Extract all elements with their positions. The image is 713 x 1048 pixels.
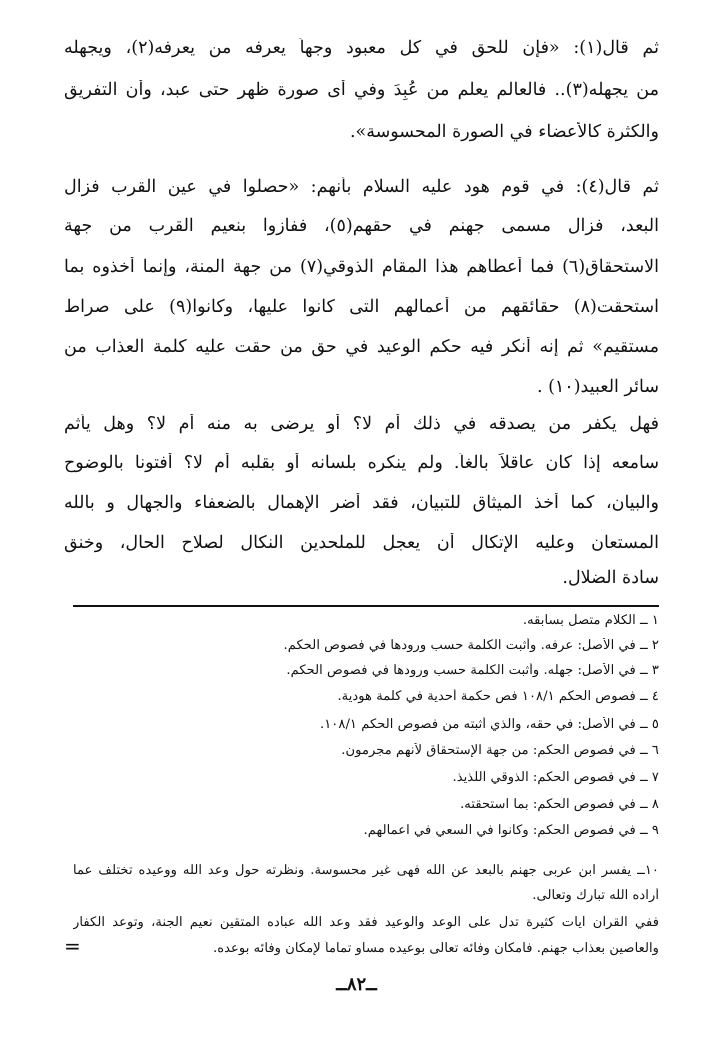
body-line: سامعه إذا كان عاقلاً بالغاً. ولم ينكره بلسانه أو بقلبه أم لا؟ أفتونا بالوضوح	[64, 453, 659, 473]
footnote: ٣ ــ في الأصل: جهله. وأثبت الكلمة حسب ورودها في فصوص الحكم.	[286, 663, 659, 678]
body-line: سادة الضلال.	[562, 568, 659, 588]
footnote-10-line: والعاصين بعذاب جهنم. فامكان وفائه تعالى بوعيده مساو تماماً لإمكان وفائه بوعده.	[213, 941, 659, 956]
body-line: والكثرة كالأعضاء في الصورة المحسوسة».	[349, 122, 659, 142]
continuation-mark: =	[64, 934, 81, 958]
page-number: ــ٨٢ــ	[336, 974, 377, 995]
body-line: مستقيم» ثم إنه أنكر فيه حكم الوعيد في حق من حقت عليه كلمة العذاب من	[64, 337, 659, 357]
footnote-separator	[73, 605, 659, 607]
body-line: سائر العبيد(١٠) .	[536, 377, 659, 397]
footnote-10-line: ففي القرآن آيات كثيرة تدل على الوعد والوعيد فقد وعد الله عباده المتقين نعيم الجنة، وتوعد الكفار	[73, 915, 659, 930]
body-line: ثم قال(١): «فإن للحق في كل معبود وجهاً يعرفه من يعرفه(٢)، ويجهله	[64, 38, 659, 58]
footnote: ٦ ــ في فصوص الحكم: من جهة الإستحقاق لأنهم مجرمون.	[341, 743, 659, 758]
body-line: ثم قال(٤): في قوم هود عليه السلام بأنهم: «حصلوا في عين القرب فزال	[64, 177, 659, 197]
body-line: من يجهله(٣).. فالعالم يعلم من عُبِدَ وفي أى صورة ظهر حتى عبد، وأن التفريق	[64, 80, 659, 100]
footnote: ٤ ــ فصوص الحكم ١٠٨/١ فص حكمة أحدية في كلمة هودية.	[337, 689, 659, 704]
footnote-10-line: ١٠ــ يفسر ابن عربى جهنم بالبعد عن الله فهى غير محسوسة. ونظرته حول وعد الله ووعيده تختلف عما	[73, 863, 659, 878]
body-line: والبيان، كما أخذ الميثاق للتبيان، فقد أضر الإهمال بالضعفاء والجهال و بالله	[64, 493, 659, 513]
body-line: استحقت(٨) حقائقهم من أعمالهم التى كانوا عليها، وكانوا(٩) على صراط	[64, 297, 659, 317]
footnote: ٩ ــ في فصوص الحكم: وكانوا في السعي في اعمالهم.	[363, 823, 659, 838]
footnote: ١ ــ الكلام متصل بسابقه.	[522, 613, 659, 628]
body-line: فهل يكفر من يصدقه في ذلك أم لا؟ أو يرضى به منه أم لا؟ وهل يأثم	[64, 414, 659, 434]
body-line: المستعان وعليه الإتكال أن يعجل للملحدين النكال لصلاح الحال، وخنق	[64, 533, 659, 553]
footnote: ٧ ــ في فصوص الحكم: الذوقي اللذيذ.	[452, 770, 659, 785]
footnote-10-line: أراده الله تبارك وتعالى.	[532, 888, 659, 903]
footnote: ٥ ــ في الأصل: في حقه، والذي أثبته من فصوص الحكم ١٠٨/١.	[320, 717, 659, 732]
footnote: ٨ ــ في فصوص الحكم: بما استحقته.	[460, 797, 659, 812]
body-line: البعد، فزال مسمى جهنم في حقهم(٥)، ففازوا بنعيم القرب من جهة	[64, 216, 659, 236]
body-line: الاستحقاق(٦) فما أعطاهم هذا المقام الذوقي(٧) من جهة المنة، وإنما أخذوه بما	[64, 257, 659, 277]
footnote: ٢ ــ في الأصل: عرفه. وأثبت الكلمة حسب ورودها في فصوص الحكم.	[283, 638, 659, 653]
